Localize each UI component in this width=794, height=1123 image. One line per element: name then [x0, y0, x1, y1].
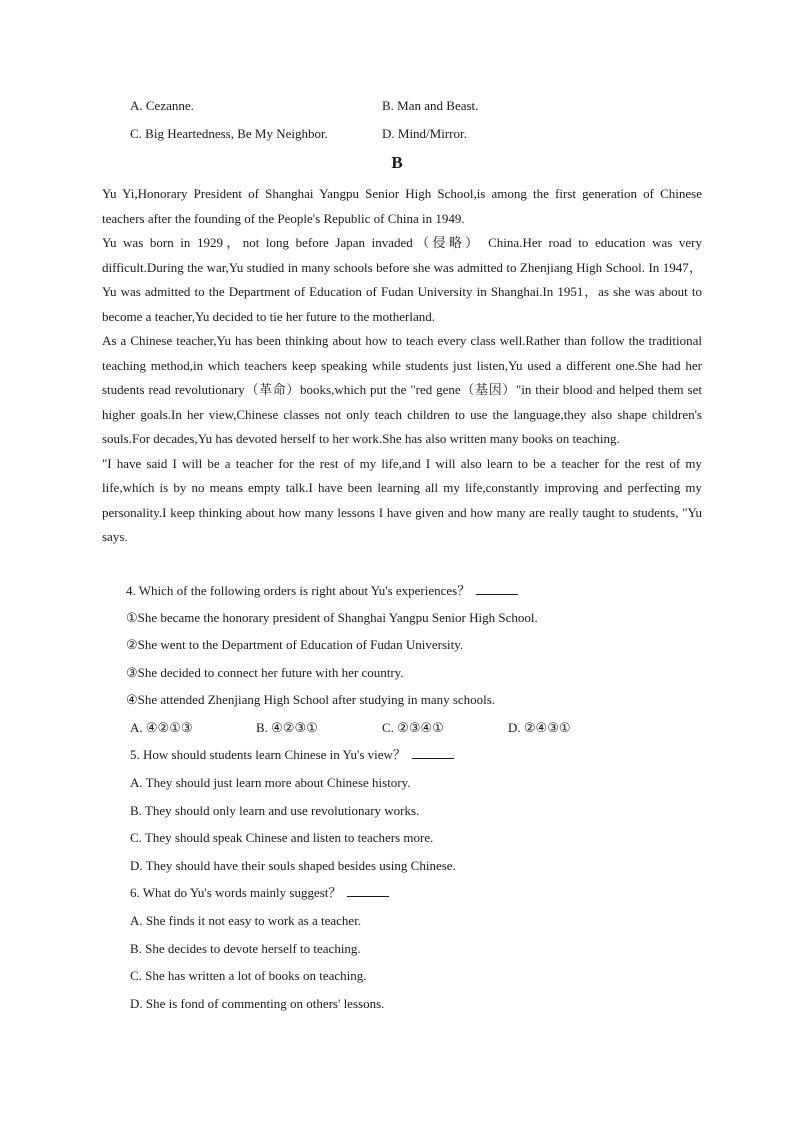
question-4-text: 4. Which of the following orders is right about Yu's experiences？	[126, 583, 471, 598]
passage-paragraph-2: Yu was born in 1929，not long before Japan invaded（侵略） China.Her road to education was very difficult.During the war,Yu studied in many schools before she was admitted to Zhenjiang High School. In 1947，Yu was admitted to the Department of Education of Fudan University in Shanghai.In 1951，as she was about to become a teacher,Yu decided to tie her future to the motherland.	[102, 235, 702, 324]
question-5-text: 5. How should students learn Chinese in Yu's view？	[130, 747, 406, 762]
choice-b[interactable]: B. ④②③①	[256, 720, 318, 735]
question-4-item-1: ①She became the honorary president of Shanghai Yangpu Senior High School.	[126, 610, 538, 625]
answer-blank[interactable]	[476, 582, 518, 595]
question-6-option-d[interactable]: D. She is fond of commenting on others' lessons.	[130, 996, 385, 1011]
option-b: B. Man and Beast.	[382, 98, 479, 113]
question-5-option-b[interactable]: B. They should only learn and use revolutionary works.	[130, 803, 420, 818]
choice-d[interactable]: D. ②④③①	[508, 720, 571, 735]
choice-a[interactable]: A. ④②①③	[130, 720, 193, 735]
option-c: C. Big Heartedness, Be My Neighbor.	[130, 126, 328, 141]
option-d: D. Mind/Mirror.	[382, 126, 467, 141]
passage-paragraph-1: Yu Yi,Honorary President of Shanghai Yangpu Senior High School,is among the first generation of Chinese teachers after the founding of the People's Republic of China in 1949.	[102, 186, 702, 226]
passage-paragraph-4: "I have said I will be a teacher for the rest of my life,and I will also learn to be a teacher for the rest of my life,which is by no means empty talk.I have been learning all my life,constantly improving and perfecting my personality.I keep thinking about how many lessons I have given and how many are really taught to students, "Yu says.	[102, 455, 702, 544]
choice-c[interactable]: C. ②③④①	[382, 720, 444, 735]
top-options-row-1	[130, 97, 690, 115]
question-6-option-c[interactable]: C. She has written a lot of books on teaching.	[130, 968, 367, 983]
passage-paragraph-3: As a Chinese teacher,Yu has been thinking about how to teach every class well.Rather than follow the traditional teaching method,in which teachers keep speaking while students just listen,Yu used a different one.She had her students read revolutionary（革命）books,which put the "red gene（基因）"in their blood and helped them set higher goals.In her view,Chinese classes not only teach children to use the language,they also shape children's souls.For decades,Yu has devoted herself to her work.She has also written many books on teaching.	[102, 333, 702, 446]
question-6-stem	[130, 884, 389, 902]
top-options-row-2	[130, 125, 690, 143]
answer-blank[interactable]	[347, 884, 389, 897]
answer-blank[interactable]	[412, 746, 454, 759]
question-5-option-a[interactable]: A. They should just learn more about Chinese history.	[130, 775, 411, 790]
option-a: A. Cezanne.	[130, 98, 194, 113]
question-4-item-2: ②She went to the Department of Education of Fudan University.	[126, 637, 464, 652]
question-6-text: 6. What do Yu's words mainly suggest？	[130, 885, 342, 900]
question-5-option-d[interactable]: D. They should have their souls shaped besides using Chinese.	[130, 858, 456, 873]
question-4-item-3: ③She decided to connect her future with her country.	[126, 665, 404, 680]
question-5-stem	[130, 746, 454, 764]
question-5-option-c[interactable]: C. They should speak Chinese and listen to teachers more.	[130, 830, 434, 845]
question-4-choices	[130, 719, 650, 737]
question-4-stem	[126, 582, 518, 600]
question-6-option-b[interactable]: B. She decides to devote herself to teaching.	[130, 941, 361, 956]
section-heading: B	[391, 153, 403, 172]
question-6-option-a[interactable]: A. She finds it not easy to work as a teacher.	[130, 913, 362, 928]
question-4-item-4: ④She attended Zhenjiang High School after studying in many schools.	[126, 692, 496, 707]
reading-passage	[102, 182, 702, 550]
